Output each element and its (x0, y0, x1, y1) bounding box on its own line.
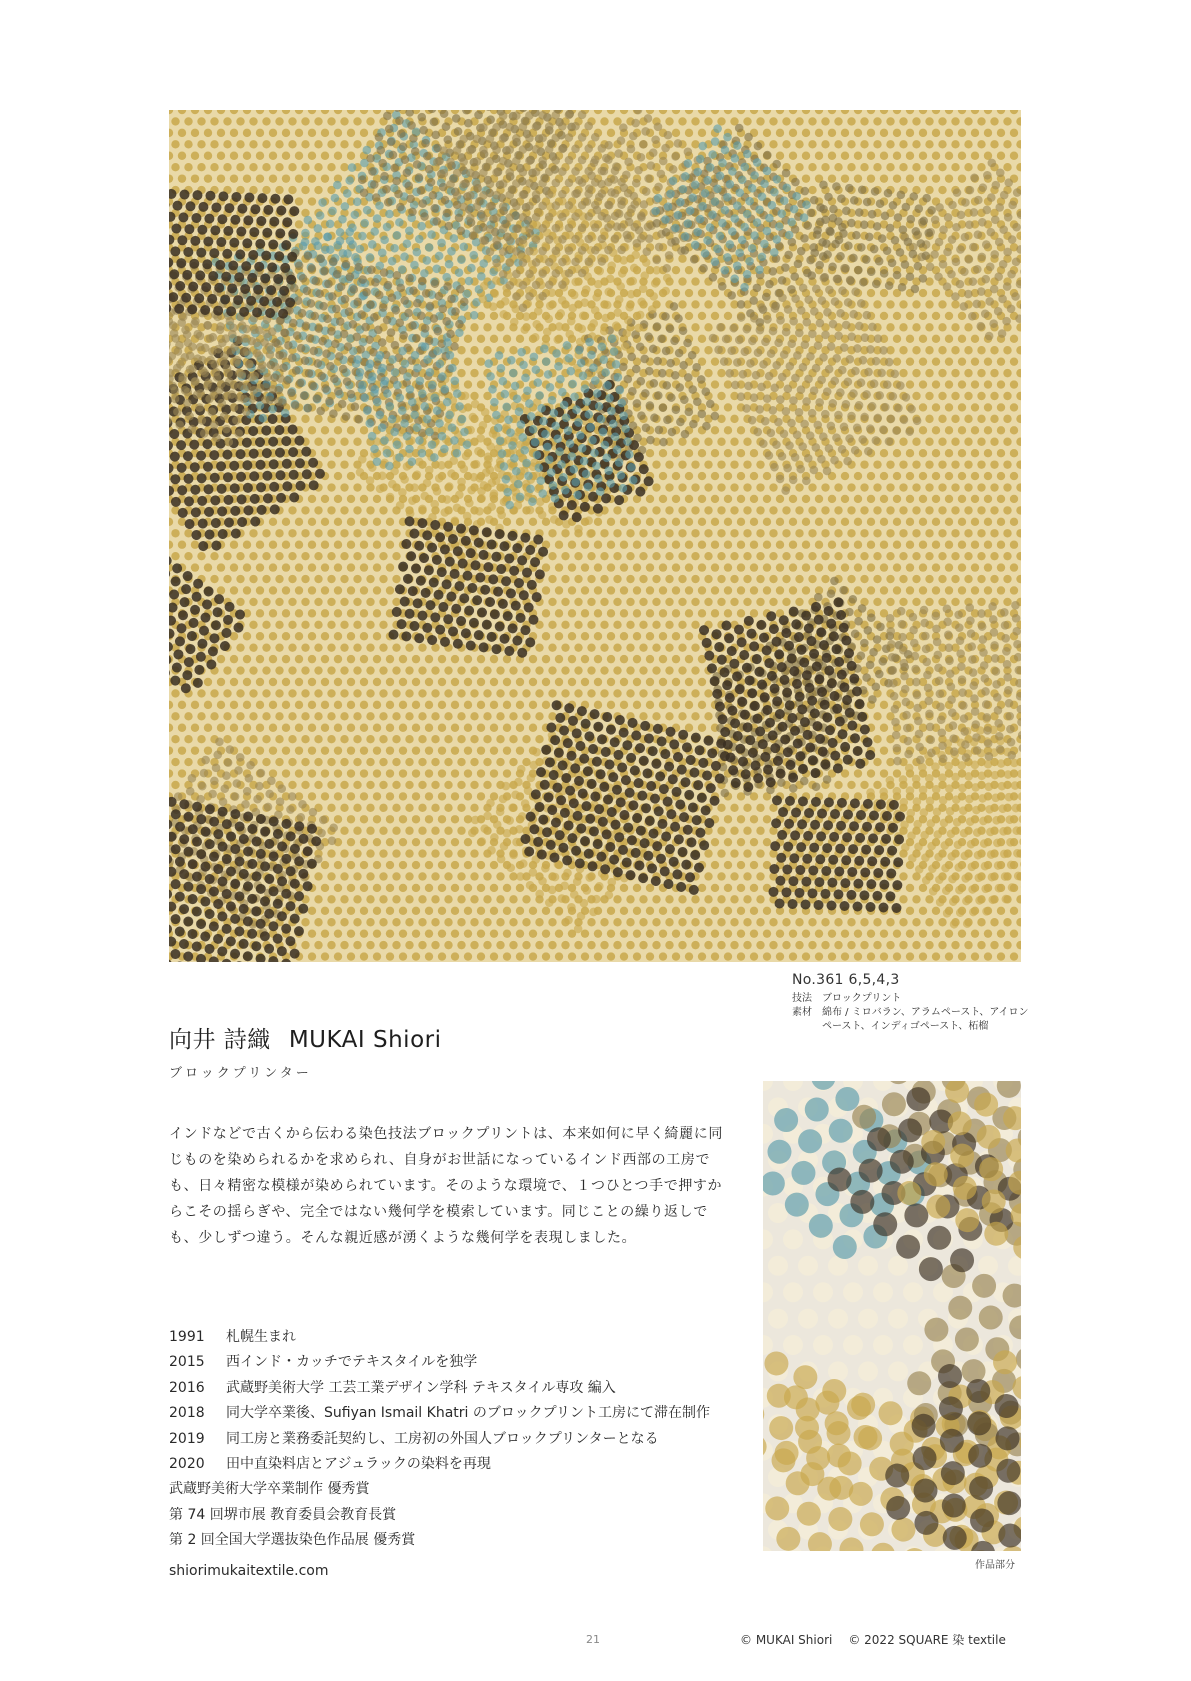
bio-entry (169, 1477, 710, 1502)
bio-year: 2020 (169, 1456, 205, 1473)
materials-label: 素材 (792, 1007, 812, 1018)
technique-value: ブロックプリント (822, 993, 902, 1004)
artist-name-ja: 向井 詩織 (169, 1027, 271, 1053)
bio-text: 田中直染料店とアジュラックの染料を再現 (226, 1456, 491, 1473)
artist-biography (169, 1325, 710, 1554)
bio-text: 第 74 回堺市展 教育委員会教育長賞 (169, 1506, 397, 1523)
artist-copyright: © MUKAI Shiori (740, 1633, 833, 1647)
bio-entry (169, 1427, 710, 1452)
main-artwork (169, 110, 1021, 962)
bio-text: 同工房と業務委託契約し、工房初の外国人ブロックプリンターとなる (226, 1430, 659, 1447)
website-link[interactable]: shiorimukaitextile.com (169, 1563, 329, 1579)
work-number: No.361 6,5,4,3 (792, 972, 900, 988)
bio-year: 2018 (169, 1405, 205, 1422)
bio-year: 1991 (169, 1329, 205, 1345)
bio-entry (169, 1528, 710, 1553)
artist-name-en: MUKAI Shiori (288, 1027, 442, 1053)
artist-name (169, 1021, 441, 1054)
bio-text: 武蔵野美術大学卒業制作 優秀賞 (169, 1481, 370, 1498)
bio-text: 第 2 回全国大学選抜染色作品展 優秀賞 (169, 1532, 416, 1549)
artist-statement: インドなどで古くから伝わる染色技法ブロックプリントは、本来如何に早く綺麗に同じものを染められるかを求められ、自身がお世話になっているインド西部の工房でも、日々精密な模様が染められています。そのような環境で、１つひとつ手で押すからこその揺らぎや、完全ではない幾何学を模索しています。同じことの繰り返しでも、少しずつ違う。そんな親近感が湧くような幾何学を表現しました。 (169, 1126, 723, 1246)
page-number: 21 (586, 1633, 600, 1646)
bio-entry (169, 1452, 710, 1477)
detail-caption: 作品部分 (975, 1560, 1015, 1571)
bio-year: 2019 (169, 1430, 205, 1447)
technique-label: 技法 (792, 993, 812, 1004)
materials-row (792, 1006, 1032, 1034)
bio-entry (169, 1350, 710, 1375)
bio-entry (169, 1325, 710, 1350)
bio-text: 西インド・カッチでテキスタイルを独学 (226, 1354, 478, 1371)
bio-text: 同大学卒業後、Sufiyan Ismail Khatri のブロックプリント工房にて滞在制作 (226, 1405, 711, 1422)
publisher-copyright: © 2022 SQUARE 染 textile (848, 1633, 1006, 1647)
artwork-pattern (169, 110, 1021, 962)
artwork-detail (763, 1081, 1021, 1551)
artist-profession: ブロックプリンター (169, 1066, 312, 1081)
bio-entry (169, 1376, 710, 1401)
bio-year: 2015 (169, 1354, 205, 1371)
copyright-line (740, 1631, 1006, 1648)
detail-pattern (763, 1081, 1021, 1551)
bio-year: 2016 (169, 1379, 205, 1396)
materials-value: 綿布 / ミロバラン、アラムペースト、アイロンペースト、インディゴペースト、柘榴 (822, 1007, 1029, 1032)
bio-entry (169, 1503, 710, 1528)
bio-text: 札幌生まれ (226, 1329, 296, 1345)
bio-entry (169, 1401, 710, 1426)
work-info (792, 972, 1032, 1034)
technique-row (792, 992, 1032, 1006)
bio-text: 武蔵野美術大学 工芸工業デザイン学科 テキスタイル専攻 編入 (226, 1379, 616, 1396)
